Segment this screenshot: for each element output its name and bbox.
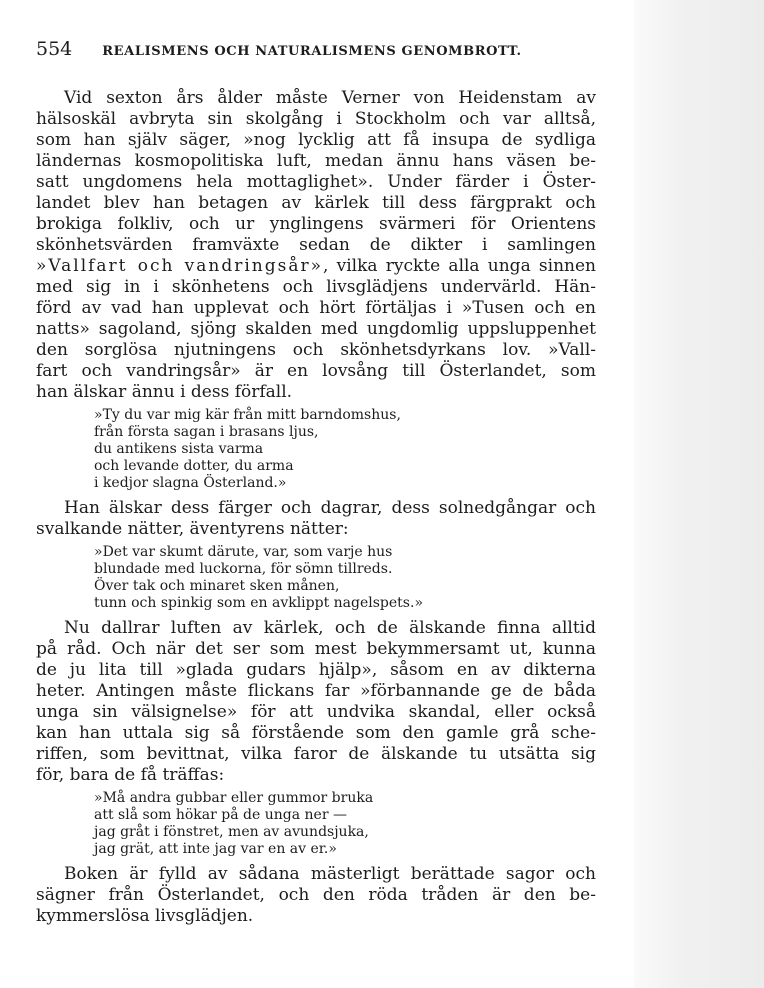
paragraph-1 bbox=[36, 88, 596, 403]
paragraph-1-line: Vid sexton års ålder måste Verner von Heidenstam av bbox=[64, 88, 596, 108]
paragraph-1-line: fart och vandringsår» är en lovsång till Österlandet, som bbox=[36, 361, 596, 381]
poem-line: »Ty du var mig kär från mitt barndomshus, bbox=[94, 407, 401, 423]
book-page bbox=[36, 38, 596, 927]
paragraph-3-line: kan han uttala sig så förstående som den gamle grå sche- bbox=[36, 723, 596, 743]
paragraph-1-line-rest: , vilka ryckte alla unga sinnen bbox=[323, 256, 596, 276]
spaced-book-title: »Vallfart och vandringsår» bbox=[36, 256, 324, 276]
poem-line: »Det var skumt därute, var, som varje hus bbox=[94, 544, 393, 560]
paragraph-1-line: landet blev han betagen av kärlek till dess färgprakt och bbox=[36, 193, 596, 213]
poem-line: att slå som hökar på de unga ner — bbox=[94, 807, 347, 823]
paragraph-3-line: riffen, som bevittnat, vilka faror de älskande tu utsätta sig bbox=[36, 744, 596, 764]
paragraph-1-line: han älskar ännu i dess förfall. bbox=[36, 382, 293, 402]
poem-line: jag grät, att inte jag var en av er.» bbox=[94, 841, 337, 857]
paragraph-4-line: Boken är fylld av sådana mästerligt berättade sagor och bbox=[64, 864, 596, 884]
paragraph-1-line-spaced-title bbox=[36, 256, 596, 277]
poem-quote-2 bbox=[94, 544, 596, 612]
paragraph-1-line: hälsoskäl avbryta sin skolgång i Stockholm och var alltså, bbox=[36, 109, 596, 129]
running-head bbox=[36, 38, 596, 68]
paragraph-4 bbox=[36, 864, 596, 927]
poem-line: blundade med luckorna, för sömn tillreds. bbox=[94, 561, 393, 577]
page-gutter bbox=[634, 0, 764, 988]
paragraph-3 bbox=[36, 618, 596, 786]
paragraph-1-line: ländernas kosmopolitiska luft, medan ännu hans väsen be- bbox=[36, 151, 596, 171]
poem-line: från första sagan i brasans ljus, bbox=[94, 424, 319, 440]
paragraph-2-line: svalkande nätter, äventyrens nätter: bbox=[36, 519, 349, 539]
poem-line: och levande dotter, du arma bbox=[94, 458, 294, 474]
paragraph-1-line: förd av vad han upplevat och hört förtäljas i »Tusen och en bbox=[36, 298, 596, 318]
paragraph-3-line: Nu dallrar luften av kärlek, och de älskande finna alltid bbox=[64, 618, 596, 638]
poem-line: tunn och spinkig som en avklippt nagelspets.» bbox=[94, 595, 424, 611]
paragraph-1-line: med sig in i skönhetens och livsglädjens undervärld. Hän- bbox=[36, 277, 596, 297]
paragraph-4-line: kymmerslösa livsglädjen. bbox=[36, 906, 254, 926]
paragraph-3-line: de ju lita till »glada gudars hjälp», såsom en av dikterna bbox=[36, 660, 596, 680]
running-head-title: REALISMENS OCH NATURALISMENS GENOMBROTT. bbox=[102, 44, 522, 59]
paragraph-1-line: som han själv säger, »nog lycklig att få insupa de sydliga bbox=[36, 130, 596, 150]
poem-line: du antikens sista varma bbox=[94, 441, 264, 457]
poem-quote-1 bbox=[94, 407, 596, 492]
paragraph-4-line: sägner från Österlandet, och den röda tråden är den be- bbox=[36, 885, 596, 905]
paragraph-2-line: Han älskar dess färger och dagrar, dess solnedgångar och bbox=[64, 498, 596, 518]
paragraph-3-line: för, bara de få träffas: bbox=[36, 765, 225, 785]
paragraph-1-line: satt ungdomens hela mottaglighet». Under färder i Öster- bbox=[36, 172, 596, 192]
poem-line: jag gråt i fönstret, men av avundsjuka, bbox=[94, 824, 369, 840]
poem-line: Över tak och minaret sken månen, bbox=[94, 578, 340, 594]
paragraph-3-line: heter. Antingen måste flickans far »förbannande ge de båda bbox=[36, 681, 596, 701]
paragraph-2 bbox=[36, 498, 596, 540]
poem-quote-3 bbox=[94, 790, 596, 858]
paragraph-1-line: skönhetsvärden framväxte sedan de dikter i samlingen bbox=[36, 235, 596, 255]
paragraph-1-line: natts» sagoland, sjöng skalden med ungdomlig uppsluppenhet bbox=[36, 319, 596, 339]
paragraph-1-line: brokiga folkliv, och ur ynglingens svärmeri för Orientens bbox=[36, 214, 596, 234]
poem-line: i kedjor slagna Österland.» bbox=[94, 475, 287, 491]
paragraph-3-line: på råd. Och när det ser som mest bekymmersamt ut, kunna bbox=[36, 639, 596, 659]
poem-line: »Må andra gubbar eller gummor bruka bbox=[94, 790, 374, 806]
page-number: 554 bbox=[36, 38, 73, 60]
paragraph-1-line: den sorglösa njutningens och skönhetsdyrkans lov. »Vall- bbox=[36, 340, 596, 360]
paragraph-3-line: unga sin välsignelse» för att undvika skandal, eller också bbox=[36, 702, 596, 722]
